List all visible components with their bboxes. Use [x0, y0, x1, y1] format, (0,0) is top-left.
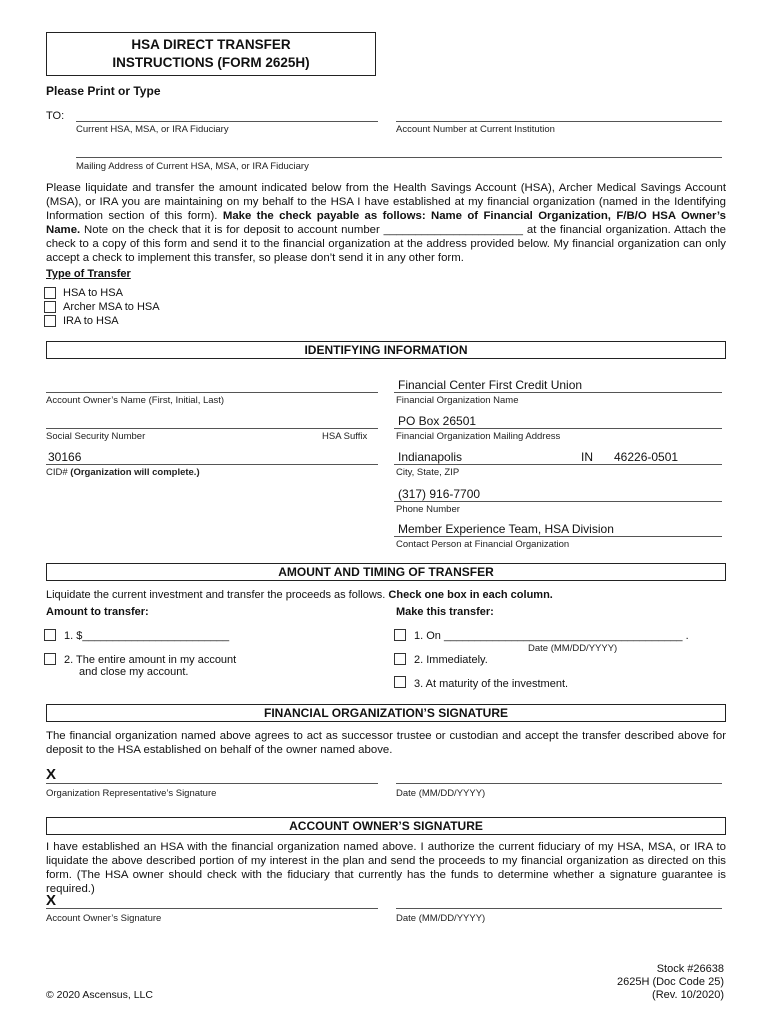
owner-sig-label: Account Owner’s Signature — [46, 913, 162, 924]
org-address-field[interactable] — [394, 428, 722, 429]
owner-sig-x-mark: X — [46, 892, 57, 909]
fiduciary-label: Current HSA, MSA, or IRA Fiduciary — [76, 124, 229, 135]
fin-sig-heading: FINANCIAL ORGANIZATION’S SIGNATURE — [46, 704, 726, 722]
org-name-field[interactable] — [394, 392, 722, 393]
amount-heading: Amount to transfer: — [46, 606, 149, 618]
intro-text-bold: Make the check payable as follows: Name of Financial Organization, F/B/O HSA Owner’s Name. — [46, 210, 726, 236]
cid-label: CID# — [46, 467, 68, 478]
hsa-to-hsa-checkbox[interactable] — [44, 287, 56, 299]
fin-sig-text: The financial organization named above agrees to act as successor trustee or custodian and accept the transfer described above for deposit to the HSA established on behalf of the owner named above. — [46, 730, 726, 756]
timing-immediately-label: 2. Immediately. — [414, 654, 488, 666]
owner-name-label: Account Owner’s Name (First, Initial, Last) — [46, 395, 225, 406]
owner-sig-heading: ACCOUNT OWNER’S SIGNATURE — [46, 817, 726, 835]
form-title-line1: HSA DIRECT TRANSFER — [131, 37, 291, 52]
fin-sig-date-field[interactable] — [396, 783, 722, 784]
cid-value: 30166 — [48, 450, 82, 464]
owner-sig-field[interactable] — [46, 908, 378, 909]
cid-label-row — [46, 467, 200, 478]
org-name-label: Financial Organization Name — [396, 395, 519, 406]
contact-field[interactable] — [394, 536, 722, 537]
amount-instruction — [46, 589, 553, 601]
fin-sig-label: Organization Representative’s Signature — [46, 788, 217, 799]
msa-to-hsa-checkbox[interactable] — [44, 301, 56, 313]
amount-timing-heading: AMOUNT AND TIMING OF TRANSFER — [46, 563, 726, 581]
ira-to-hsa-checkbox[interactable] — [44, 315, 56, 327]
form-title-line2: INSTRUCTIONS (FORM 2625H) — [112, 55, 310, 70]
org-address-label: Financial Organization Mailing Address — [396, 431, 561, 442]
amount-specific-label: 1. $________________________ — [64, 630, 230, 642]
ira-to-hsa-label: IRA to HSA — [63, 315, 119, 327]
fin-sig-x-mark: X — [46, 766, 57, 783]
contact-label: Contact Person at Financial Organization — [396, 539, 570, 550]
owner-name-field[interactable] — [46, 392, 378, 393]
transfer-type-heading: Type of Transfer — [46, 268, 131, 280]
fiduciary-field[interactable] — [76, 121, 378, 122]
contact-value: Member Experience Team, HSA Division — [398, 522, 614, 536]
doc-code: 2625H (Doc Code 25) — [616, 976, 724, 988]
phone-label: Phone Number — [396, 504, 460, 515]
city-state-zip-field[interactable] — [394, 464, 722, 465]
amount-instruction-text: Liquidate the current investment and transfer the proceeds as follows. — [46, 589, 389, 601]
owner-sig-date-field[interactable] — [396, 908, 722, 909]
account-number-label: Account Number at Current Institution — [396, 124, 555, 135]
intro-text-a: Please liquidate and transfer the amount indicated below from the Health Savings Account (HSA), Archer Medical Savings Account (MSA), or IRA you are maintaining on my behalf to the HSA I have established at my financial organization (named in the Identifying Information section of this form). — [46, 182, 726, 222]
org-address-value: PO Box 26501 — [398, 414, 477, 428]
phone-value: (317) 916-7700 — [398, 487, 481, 501]
cid-note: (Organization will complete.) — [70, 467, 200, 478]
ssn-label: Social Security Number — [46, 431, 146, 442]
stock-number: Stock #26638 — [656, 963, 724, 975]
msa-to-hsa-label: Archer MSA to HSA — [63, 301, 160, 313]
timing-heading: Make this transfer: — [396, 606, 494, 618]
intro-text-b: Note on the check that it is for deposit to account number ______________________ at the financial organization. Attach the check to a copy of this form and send it to the financial organization at the address provided below. My financial organization can only accept a check to implement this transfer, so please don’t send it in any other form. — [46, 224, 726, 264]
zip-value: 46226-0501 — [614, 450, 679, 464]
fin-sig-date-label: Date (MM/DD/YYYY) — [396, 788, 486, 799]
owner-sig-date-label: Date (MM/DD/YYYY) — [396, 913, 486, 924]
cid-field — [46, 464, 378, 465]
amount-instruction-bold: Check one box in each column. — [388, 589, 553, 601]
timing-immediately-checkbox[interactable] — [394, 653, 406, 665]
intro-paragraph — [46, 181, 726, 265]
timing-maturity-label: 3. At maturity of the investment. — [414, 678, 569, 690]
copyright: © 2020 Ascensus, LLC — [46, 989, 153, 1001]
revision: (Rev. 10/2020) — [652, 989, 724, 1001]
account-number-field[interactable] — [396, 121, 722, 122]
timing-maturity-checkbox[interactable] — [394, 676, 406, 688]
amount-specific-checkbox[interactable] — [44, 629, 56, 641]
amount-entire-line1: 2. The entire amount in my account — [64, 654, 237, 666]
form-title-box — [46, 32, 376, 76]
amount-entire-checkbox[interactable] — [44, 653, 56, 665]
print-note: Please Print or Type — [46, 84, 161, 98]
phone-field[interactable] — [394, 501, 722, 502]
fin-sig-field[interactable] — [46, 783, 378, 784]
fiduciary-mailing-field[interactable] — [76, 157, 722, 158]
owner-sig-text: I have established an HSA with the financial organization named above. I authorize the current fiduciary of my HSA, MSA, or IRA to liquidate the above described portion of my interest in the plan and send the proceeds to my financial organization as directed on this form. (The HSA owner should check with the fiduciary that currently has the funds to determine whether a signature guarantee is required.) — [46, 841, 726, 895]
hsa-suffix-label: HSA Suffix — [322, 431, 368, 442]
state-value: IN — [581, 450, 593, 464]
hsa-to-hsa-label: HSA to HSA — [63, 287, 123, 299]
footer-stock-block — [617, 963, 724, 1002]
timing-date-format-label: Date (MM/DD/YYYY) — [528, 643, 618, 654]
identifying-info-heading: IDENTIFYING INFORMATION — [46, 341, 726, 359]
timing-on-date-label: 1. On _______________________________________ . — [414, 630, 689, 642]
city-state-zip-label: City, State, ZIP — [396, 467, 460, 478]
to-label: TO: — [46, 110, 65, 122]
fiduciary-mailing-label: Mailing Address of Current HSA, MSA, or IRA Fiduciary — [76, 161, 309, 172]
city-value: Indianapolis — [398, 450, 463, 464]
org-name-value: Financial Center First Credit Union — [398, 378, 583, 392]
timing-on-date-checkbox[interactable] — [394, 629, 406, 641]
ssn-field[interactable] — [46, 428, 378, 429]
amount-entire-line2: and close my account. — [79, 666, 189, 678]
